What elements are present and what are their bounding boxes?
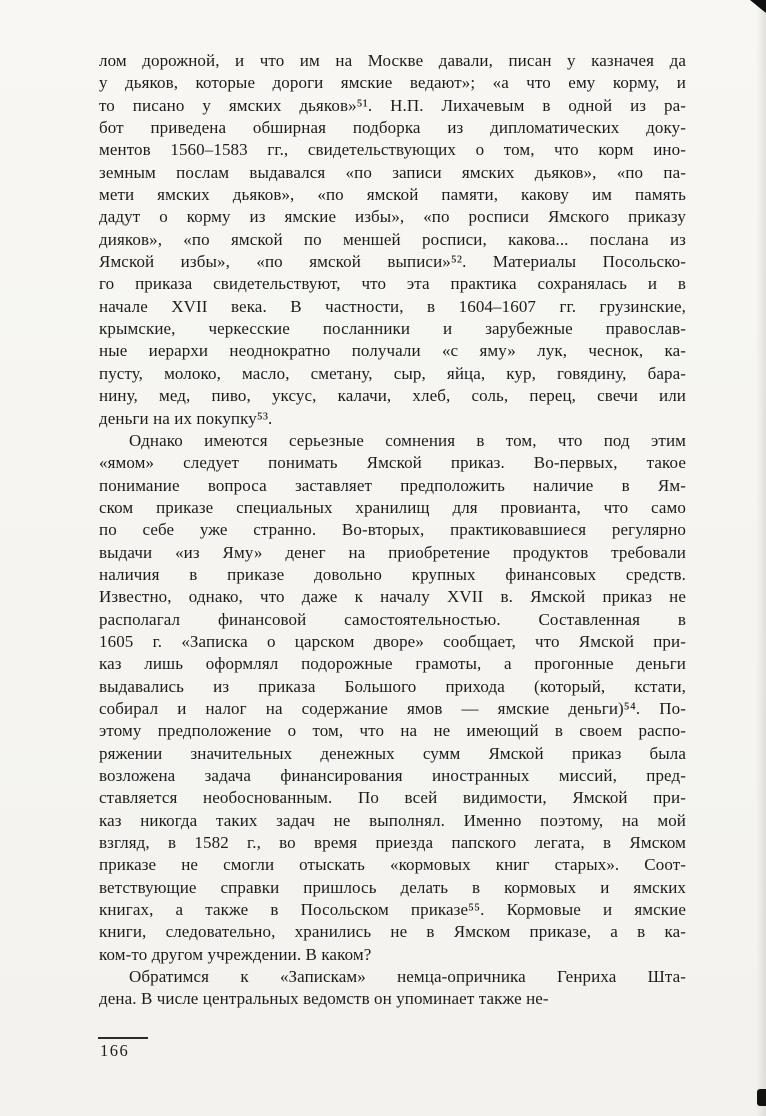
text-line: земным послам выдавался «по записи ямских дьяков», «по па- bbox=[99, 162, 686, 182]
text-line: бот приведена обширная подборка из дипломатических доку- bbox=[99, 118, 686, 138]
footer-rule bbox=[98, 1037, 148, 1039]
scan-edge-shade bbox=[756, 0, 766, 1116]
scan-artifact-right-edge bbox=[757, 1089, 766, 1106]
text-line: ные иерархи неоднократно получали «с яму» лук, чеснок, ка- bbox=[99, 341, 686, 361]
text-line: понимание вопроса заставляет предположить наличие в Ям- bbox=[99, 475, 686, 495]
text-line: Однако имеются серьезные сомнения в том, что под этим bbox=[129, 430, 686, 450]
text-line: ком-то другом учреждении. В каком? bbox=[99, 944, 372, 964]
text-line: каз лишь оформлял подорожные грамоты, а прогонные деньги bbox=[99, 654, 686, 674]
text-line: дадут о корму из ямские избы», «по росписи Ямского приказу bbox=[99, 207, 686, 227]
text-line: приказе не смогли отыскать «кормовых книг старых». Соот- bbox=[99, 855, 686, 875]
text-line: Известно, однако, что даже к началу XVII в. Ямской приказ не bbox=[99, 587, 686, 607]
text-line: «ямом» следует понимать Ямской приказ. Во-первых, такое bbox=[99, 453, 686, 473]
text-line: ряжении значительных денежных сумм Ямской приказ была bbox=[99, 743, 686, 763]
text-line: 1605 г. «Записка о царском дворе» сообщает, что Ямской при- bbox=[99, 631, 686, 651]
text-line: пусту, молоко, масло, сметану, сыр, яйца, кур, говядину, бара- bbox=[99, 363, 686, 383]
text-line: этому предположение о том, что на не имеющий в своем распо- bbox=[99, 721, 686, 741]
text-line: лом дорожной, и что им на Москве давали, писан у казначея да bbox=[99, 51, 686, 70]
paragraph bbox=[99, 50, 686, 430]
text-line: собирал и налог на содержание ямов — ямские деньги)⁵⁴. По- bbox=[99, 698, 686, 718]
text-line: наличия в приказе довольно крупных финансовых средств. bbox=[99, 564, 686, 584]
text-line: книгах, а также в Посольском приказе⁵⁵. Кормовые и ямские bbox=[99, 900, 686, 920]
text-line: дияков», «по ямской по меншей росписи, какова... послана из bbox=[99, 229, 686, 249]
text-line: дена. В числе центральных ведомств он упоминает также не- bbox=[99, 989, 549, 1009]
scan-artifact-top-right bbox=[750, 0, 766, 13]
text-block bbox=[99, 50, 686, 1011]
text-line: ставляется необоснованным. По всей видимости, Ямской при- bbox=[99, 788, 686, 808]
paragraph bbox=[99, 430, 686, 966]
text-line: ветствующие справки пришлось делать в кормовых и ямских bbox=[99, 877, 686, 897]
text-line: книги, следовательно, хранились не в Ямском приказе, а в ка- bbox=[99, 922, 686, 942]
text-line: мети ямских дьяков», «по ямской памяти, какову им память bbox=[99, 185, 686, 205]
text-line: по себе уже странно. Во-вторых, практиковавшиеся регулярно bbox=[99, 520, 686, 540]
text-line: возложена задача финансирования иностранных миссий, пред- bbox=[99, 766, 686, 785]
text-line: крымские, черкесские посланники и зарубежные православ- bbox=[99, 319, 686, 339]
text-line: Ямской избы», «по ямской выписи»⁵². Материалы Посольско- bbox=[99, 252, 686, 272]
text-line: Обратимся к «Запискам» немца-опричника Генриха Шта- bbox=[129, 967, 686, 987]
text-line: деньги на их покупку⁵³. bbox=[99, 408, 273, 428]
text-line: ском приказе специальных хранилищ для провианта, что само bbox=[99, 497, 686, 517]
text-line: то писано у ямских дьяков»⁵¹. Н.П. Лихачевым в одной из ра- bbox=[99, 95, 686, 115]
text-line: выдавались из приказа Большого прихода (который, кстати, bbox=[99, 676, 686, 696]
page-number: 166 bbox=[100, 1041, 130, 1060]
text-line: выдачи «из Яму» денег на приобретение продуктов требовали bbox=[99, 542, 686, 562]
text-line: каз никогда таких задач не выполнял. Именно поэтому, на мой bbox=[99, 810, 686, 830]
text-line: нину, мед, пиво, уксус, калачи, хлеб, соль, перец, свечи или bbox=[99, 386, 686, 406]
text-line: располагал финансовой самостоятельностью. Составленная в bbox=[99, 609, 686, 629]
text-line: взгляд, в 1582 г., во время приезда папского легата, в Ямском bbox=[99, 833, 686, 853]
text-line: начале XVII века. В частности, в 1604–1607 гг. грузинские, bbox=[99, 296, 686, 316]
paragraph bbox=[99, 966, 686, 1011]
text-line: у дьяков, которые дороги ямские ведают»; «а что ему корму, и bbox=[99, 73, 686, 93]
text-line: го приказа свидетельствуют, что эта практика сохранялась и в bbox=[99, 274, 686, 294]
text-line: ментов 1560–1583 гг., свидетельствующих о том, что корм ино- bbox=[99, 140, 686, 160]
